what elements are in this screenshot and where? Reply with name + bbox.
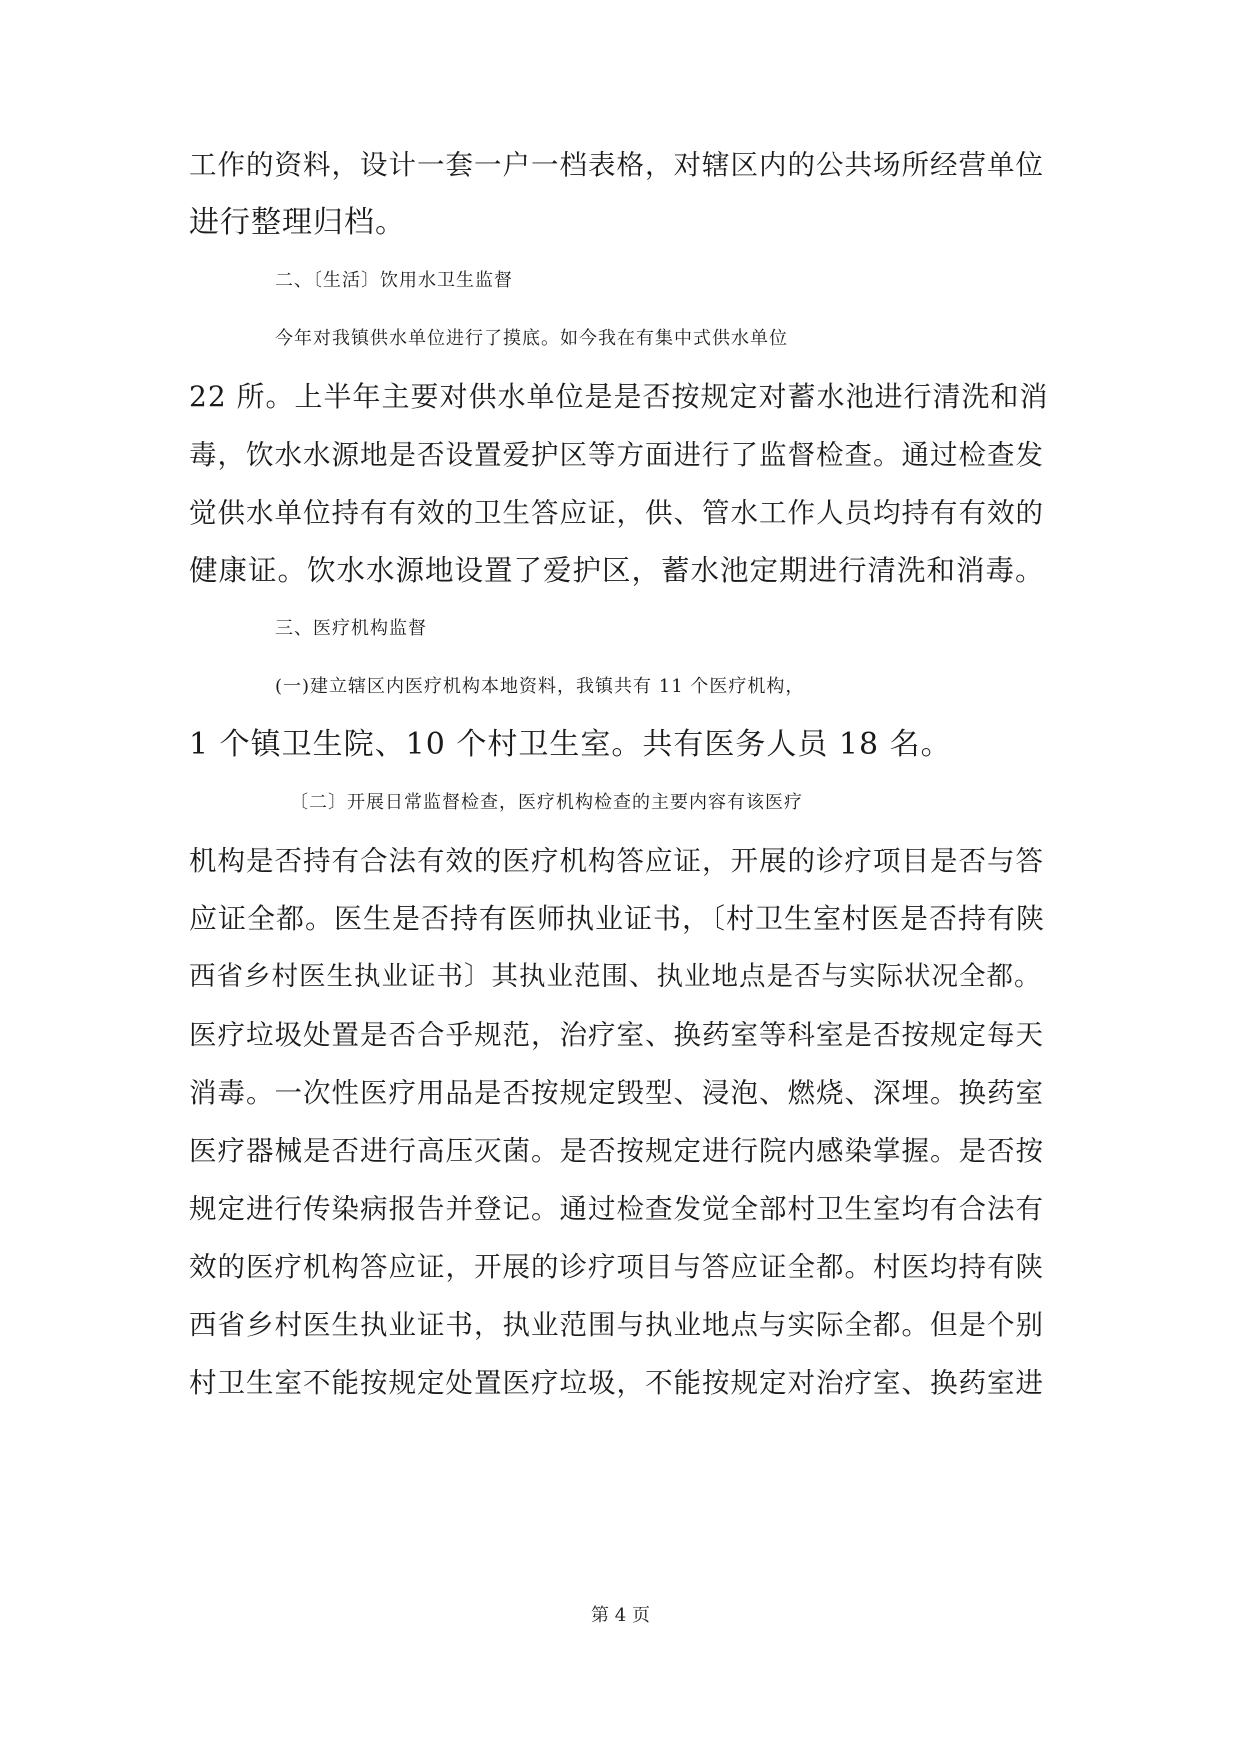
text-line: 医疗垃圾处置是否合乎规范，治疗室、换药室等科室是否按规定每天 bbox=[189, 1019, 1044, 1051]
text-line: 工作的资料，设计一套一户一档表格，对辖区内的公共场所经营单位 bbox=[189, 149, 1044, 181]
text-line: 医疗器械是否进行高压灭菌。是否按规定进行院内感染掌握。是否按 bbox=[189, 1135, 1044, 1167]
text-line: 1 个镇卫生院、10 个村卫生室。共有医务人员 18 名。 bbox=[189, 727, 952, 762]
text-line: 消毒。一次性医疗用品是否按规定毁型、浸泡、燃烧、深埋。换药室 bbox=[189, 1077, 1044, 1109]
text-line: 效的医疗机构答应证，开展的诊疗项目与答应证全都。村医均持有陕 bbox=[189, 1251, 1044, 1283]
text-line: 西省乡村医生执业证书〕其执业范围、执业地点是否与实际状况全都。 bbox=[189, 961, 1042, 992]
text-line: 西省乡村医生执业证书，执业范围与执业地点与实际全都。但是个别 bbox=[189, 1309, 1044, 1341]
text-line: 进行整理归档。 bbox=[189, 205, 406, 240]
text-line: 规定进行传染病报告并登记。通过检查发觉全部村卫生室均有合法有 bbox=[189, 1193, 1044, 1225]
text-line: 22 所。上半年主要对供水单位是是否按规定对蓄水池进行清洗和消 bbox=[189, 380, 1049, 413]
paragraph-start: 〔二〕开展日常监督检查，医疗机构检查的主要内容有该医疗 bbox=[290, 792, 803, 813]
section-heading: 二、〔生活〕饮用水卫生监督 bbox=[275, 270, 513, 291]
section-heading: 三、医疗机构监督 bbox=[275, 618, 427, 639]
text-line: 健康证。饮水水源地设置了爱护区，蓄水池定期进行清洗和消毒。 bbox=[189, 554, 1045, 587]
text-line: 觉供水单位持有有效的卫生答应证，供、管水工作人员均持有有效的 bbox=[189, 497, 1044, 529]
paragraph-start: 今年对我镇供水单位进行了摸底。如今我在有集中式供水单位 bbox=[275, 328, 788, 349]
text-line: 村卫生室不能按规定处置医疗垃圾，不能按规定对治疗室、换药室进 bbox=[189, 1367, 1044, 1399]
text-line: 应证全都。医生是否持有医师执业证书，〔村卫生室村医是否持有陕 bbox=[189, 902, 1046, 935]
text-line: 机构是否持有合法有效的医疗机构答应证，开展的诊疗项目是否与答 bbox=[189, 845, 1044, 877]
paragraph-start: (一)建立辖区内医疗机构本地资料，我镇共有 11 个医疗机构， bbox=[275, 676, 805, 697]
text-line: 毒，饮水水源地是否设置爱护区等方面进行了监督检查。通过检查发 bbox=[189, 439, 1044, 471]
page-number: 第 4 页 bbox=[591, 1605, 650, 1626]
